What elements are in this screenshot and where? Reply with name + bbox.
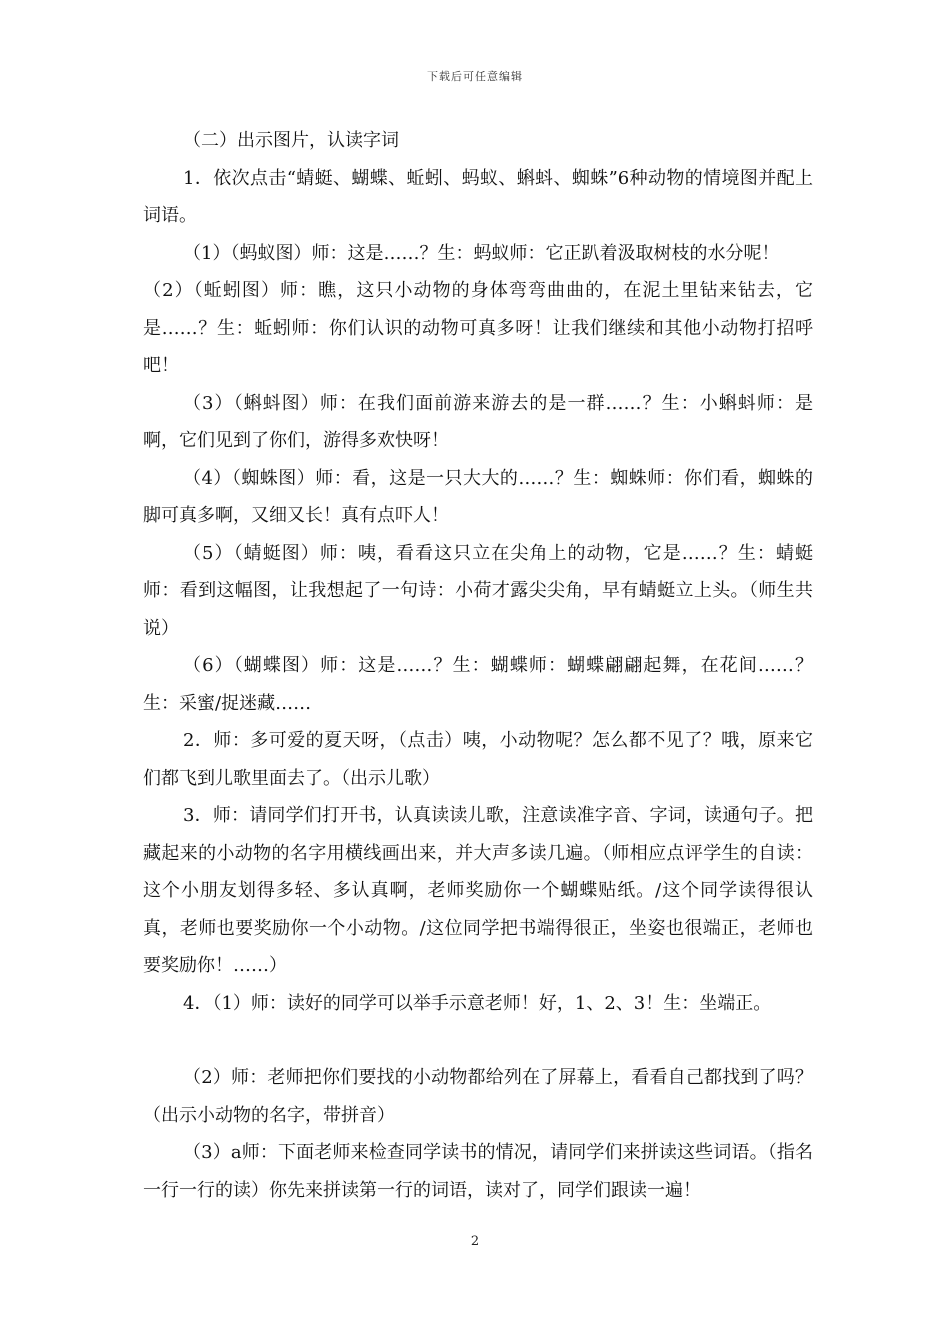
paragraph: （3）a师：下面老师来检查同学读书的情况，请同学们来拼读这些词语。（指名一行一行的读）你先来拼读第一行的词语，读对了，同学们跟读一遍！ — [143, 1142, 813, 1201]
document-body — [143, 122, 813, 1209]
paragraph: 4．（1）师：读好的同学可以举手示意老师！好，1、2、3！生：坐端正。 — [183, 992, 772, 1014]
paragraph: 1．依次点击“蜻蜓、蝴蝶、蚯蚓、蚂蚁、蝌蚪、蜘蛛”6种动物的情境图并配上词语。 — [143, 167, 813, 226]
paragraph: （5）（蜻蜓图）师：咦，看看这只立在尖角上的动物，它是……？生：蜻蜓师：看到这幅图，让我想起了一句诗：小荷才露尖尖角，早有蜻蜓立上头。（师生共说） — [143, 542, 813, 639]
paragraph: （3）（蝌蚪图）师：在我们面前游来游去的是一群……？生：小蝌蚪师：是啊，它们见到了你们，游得多欢快呀！ — [143, 392, 813, 451]
paragraph: （2）（蚯蚓图）师：瞧，这只小动物的身体弯弯曲曲的，在泥土里钻来钻去，它是……？生：蚯蚓师：你们认识的动物可真多呀！让我们继续和其他小动物打招呼吧！ — [143, 280, 813, 376]
paragraph: （1）（蚂蚁图）师：这是……？生：蚂蚁师：它正趴着汲取树枝的水分呢！ — [183, 242, 780, 264]
page-number: 2 — [470, 1234, 480, 1249]
paragraph: 3．师：请同学们打开书，认真读读儿歌，注意读准字音、字词，读通句子。把藏起来的小动物的名字用横线画出来，并大声多读几遍。（师相应点评学生的自读：这个小朋友划得多轻、多认真啊，老师奖励你一个蝴蝶贴纸。/这个同学读得很认真，老师也要奖励你一个小动物。/这位同学把书端得很正，坐姿也很端正，老师也要奖励你！……） — [143, 805, 813, 976]
paragraph: 2．师：多可爱的夏天呀，（点击）咦，小动物呢？怎么都不见了？哦，原来它们都飞到儿歌里面去了。（出示儿歌） — [143, 730, 813, 789]
paragraph: （4）（蜘蛛图）师：看，这是一只大大的……？生：蜘蛛师：你们看，蜘蛛的脚可真多啊，又细又长！真有点吓人！ — [143, 467, 813, 526]
paragraph: （二）出示图片，认读字词 — [183, 130, 399, 151]
paragraph: （2）师：老师把你们要找的小动物都给列在了屏幕上，看看自己都找到了吗？（出示小动物的名字，带拼音） — [143, 1067, 813, 1126]
page-header: 下载后可任意编辑 — [427, 70, 523, 83]
paragraph: （6）（蝴蝶图）师：这是……？生：蝴蝶师：蝴蝶翩翩起舞，在花间……？生：采蜜/捉迷藏…… — [143, 655, 813, 714]
